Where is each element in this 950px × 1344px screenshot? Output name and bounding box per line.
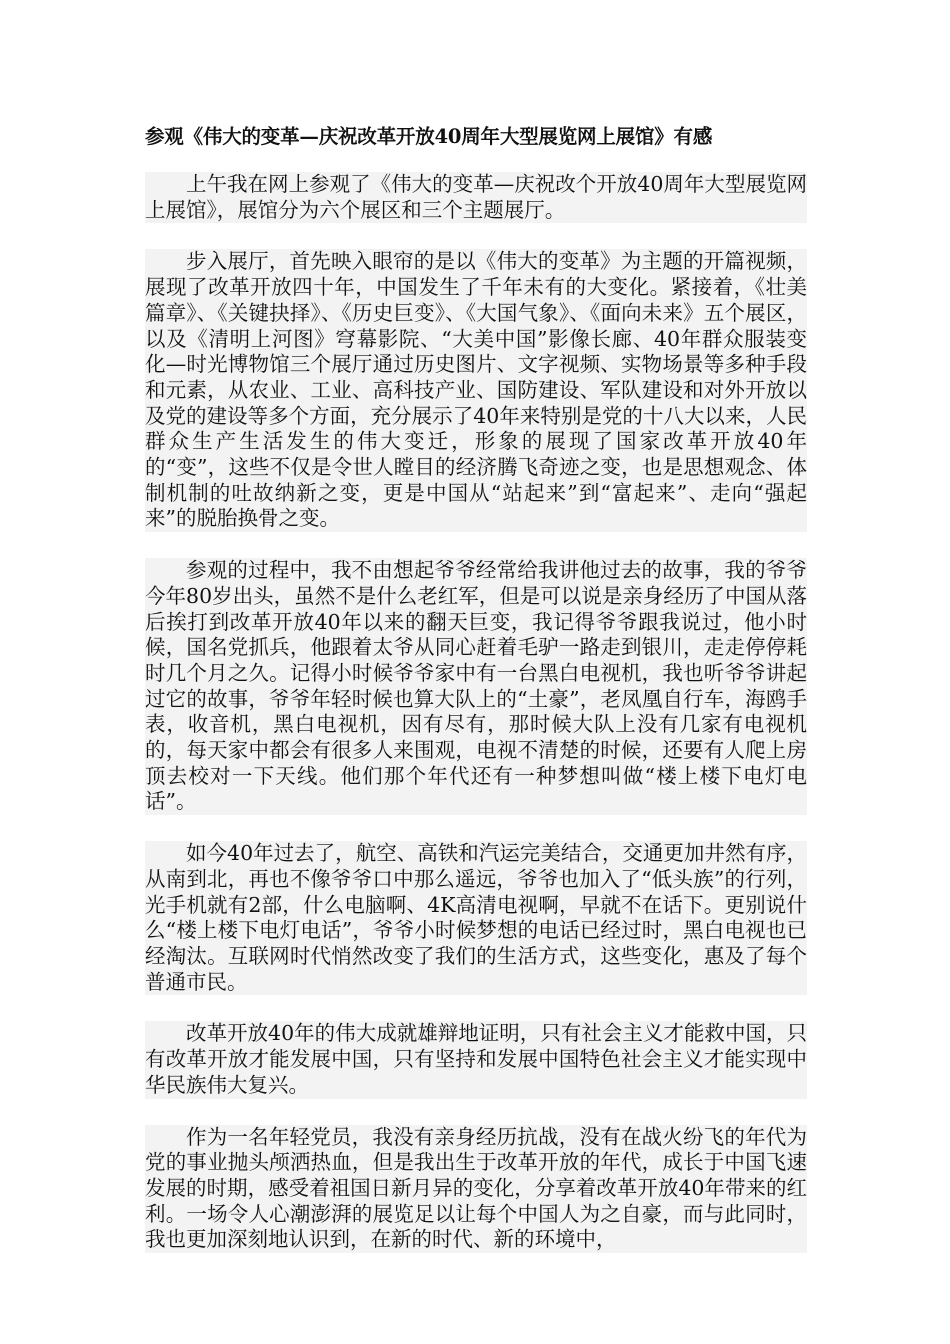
paragraph-grandfather: 参观的过程中，我不由想起爷爷经常给我讲他过去的故事，我的爷爷今年80岁出头，虽然不是什么老红军，但是可以说是亲身经历了中国从落后挨打到改革开放40年以来的翻天巨变，我记得爷爷跟我说过，他小时候，国名党抓兵，他跟着太爷从同心赶着毛驴一路走到银川，走走停停耗时几个月之久。记得小时候爷爷家中有一台黑白电视机，我也听爷爷讲起过它的故事，爷爷年轻时候也算大队上的“土豪”，老凤凰自行车，海鸥手表，收音机，黑白电视机，因有尽有，那时候大队上没有几家有电视机的，每天家中都会有很多人来围观，电视不清楚的时候，还要有人爬上房顶去校对一下天线。他们那个年代还有一种梦想叫做“楼上楼下电灯电话”。 <box>145 558 807 814</box>
paragraph-party-member: 作为一名年轻党员，我没有亲身经历抗战，没有在战火纷飞的年代为党的事业抛头颅洒热血，但是我出生于改革开放的年代，成长于中国飞速发展的时期，感受着祖国日新月异的变化，分享着改革开放40年带来的红利。一场令人心潮澎湃的展览足以让每个中国人为之自豪，而与此同时，我也更加深刻地认识到，在新的时代、新的环境中， <box>145 1124 807 1252</box>
paragraph-exhibition: 步入展厅，首先映入眼帘的是以《伟大的变革》为主题的开篇视频，展现了改革开放四十年，中国发生了千年未有的大变化。紧接着，《壮美篇章》、《关键抉择》、《历史巨变》、《大国气象》、《面向未来》五个展区，以及《清明上河图》穹幕影院、“大美中国”影像长廊、40年群众服装变化—时光博物馆三个展厅通过历史图片、文字视频、实物场景等多种手段和元素，从农业、工业、高科技产业、国防建设、军队建设和对外开放以及党的建设等多个方面，充分展示了40年来特别是党的十八大以来，人民群众生产生活发生的伟大变迁，形象的展现了国家改革开放40年的“变”，这些不仅是令世人瞠目的经济腾飞奇迹之变，也是思想观念、体制机制的吐故纳新之变，更是中国从“站起来”到“富起来”、走向“强起来”的脱胎换骨之变。 <box>145 249 807 531</box>
paragraph-achievement: 改革开放40年的伟大成就雄辩地证明，只有社会主义才能救中国，只有改革开放才能发展中国，只有坚持和发展中国特色社会主义才能实现中华民族伟大复兴。 <box>145 1021 807 1097</box>
document-title: 参观《伟大的变革—庆祝改革开放40周年大型展览网上展馆》有感 <box>145 125 713 148</box>
paragraph-today: 如今40年过去了，航空、高铁和汽运完美结合，交通更加井然有序，从南到北，再也不像爷爷口中那么遥远，爷爷也加入了“低头族”的行列，光手机就有2部，什么电脑啊、4K高清电视啊，早就不在话下。更别说什么“楼上楼下电灯电话”，爷爷小时候梦想的电话已经过时，黑白电视也已经淘汰。互联网时代悄然改变了我们的生活方式，这些变化，惠及了每个普通市民。 <box>145 841 807 994</box>
paragraph-intro: 上午我在网上参观了《伟大的变革—庆祝改个开放40周年大型展览网上展馆》，展馆分为六个展区和三个主题展厅。 <box>145 172 807 222</box>
document-page <box>145 0 807 1253</box>
